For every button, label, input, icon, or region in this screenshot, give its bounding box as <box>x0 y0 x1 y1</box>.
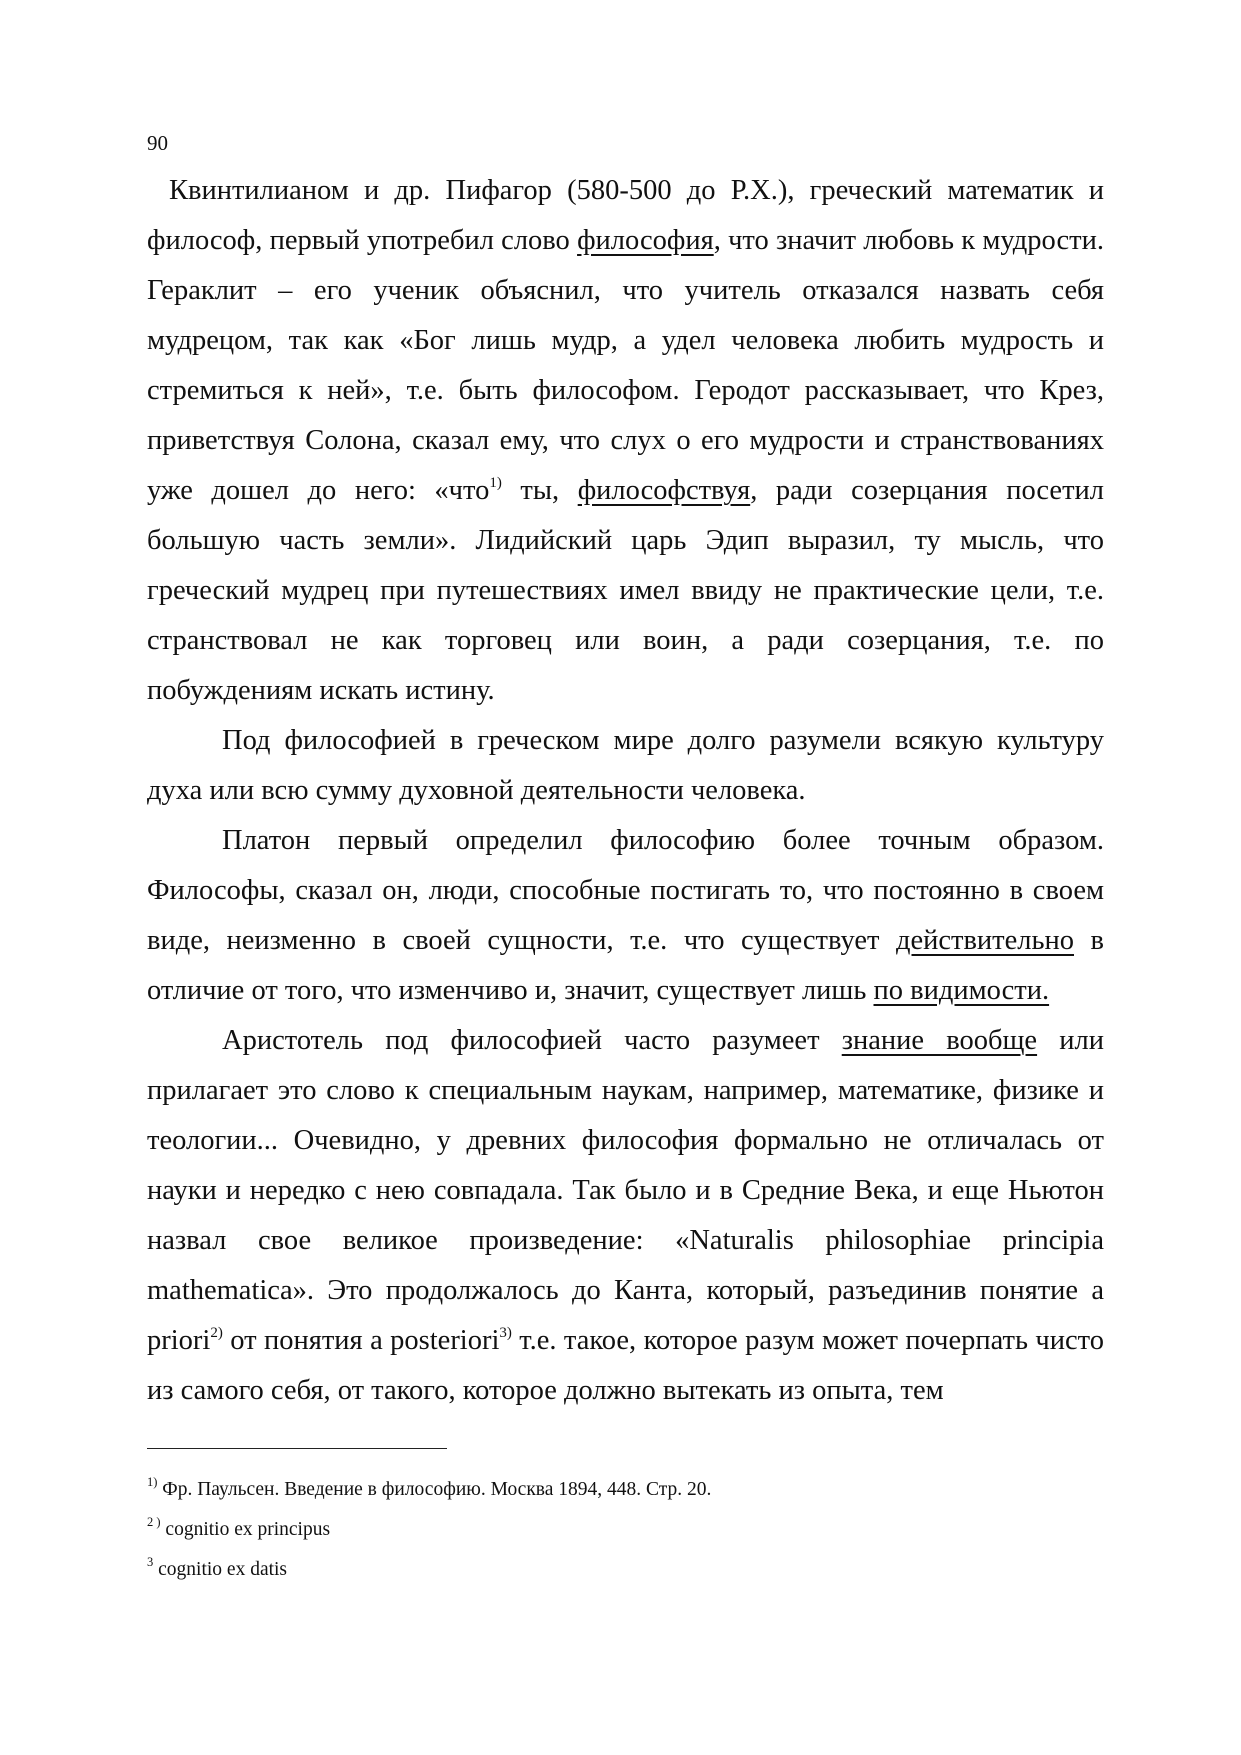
text-run: Квинтилианом и др. Пифагор (580-500 до Р.Х.), греческий математик и философ, первый употребил слово <box>147 175 1104 256</box>
footnote <box>147 1510 1047 1550</box>
underlined-term: знание вообще <box>841 1025 1038 1056</box>
footnote <box>147 1470 1047 1510</box>
footnote-text: cognitio ex principus <box>160 1519 331 1540</box>
text-run: , ради созерцания посетил большую часть земли». Лидийский царь Эдип выразил, ту мысль, что греческий мудрец при путешествиях имел ввиду не практические цели, т.е. странствовал не как торговец или воин, а ради созерцания, т.е. по побуждениям искать истину. <box>147 475 1105 706</box>
footnote <box>147 1550 1047 1590</box>
text-run: ты, <box>501 475 578 506</box>
paragraph <box>147 716 1104 816</box>
text-run: , что значит любовь к мудрости. Гераклит – его ученик объяснил, что учитель отказался назвать себя мудрецом, так как «Бог лишь мудр, а удел человека любить мудрость и стремиться к ней», т.е. быть философом. Геродот рассказывает, что Крез, приветствуя Солона, сказал ему, что слух о его мудрости и странствованиях уже дошел до него: «что <box>147 225 1105 506</box>
footnote-text: cognitio ex datis <box>153 1559 288 1580</box>
underlined-term: действительно <box>895 925 1074 956</box>
text-run: Под философией в греческом мире долго разумели всякую культуру духа или всю сумму духовной деятельности человека. <box>147 725 1104 806</box>
paragraph <box>147 816 1104 1016</box>
text-run: т.е. такое, которое разум может почерпать чисто из самого себя, от такого, которое должно вытекать из опыта, тем <box>147 1325 1104 1406</box>
footnote-text: Фр. Паульсен. Введение в философию. Москва 1894, 448. Стр. 20. <box>157 1479 712 1500</box>
paragraph <box>147 166 1104 716</box>
underlined-term: по видимости. <box>873 975 1050 1006</box>
text-run: Платон первый определил философию более точным образом. Философы, сказал он, люди, способные постигать то, что постоянно в своем виде, неизменно в своей сущности, т.е. что существует <box>147 825 1104 956</box>
text-run: Аристотель под философией часто разумеет <box>222 1025 842 1056</box>
underlined-term: философия <box>577 225 714 256</box>
main-text <box>147 166 1104 1416</box>
text-run: от понятия a posteriori <box>222 1325 500 1356</box>
footnote-divider <box>147 1448 447 1449</box>
footnote-marker: 3 <box>147 1555 154 1569</box>
footnote-reference: 2) <box>210 1325 223 1341</box>
footnote-reference: 1) <box>489 475 502 491</box>
page-number: 90 <box>147 131 168 155</box>
text-run: в отличие от того, что изменчиво и, значит, существует лишь <box>147 925 1104 1006</box>
footnote-marker: 2 ) <box>147 1515 161 1529</box>
footnote-marker: 1) <box>147 1475 158 1489</box>
footnote-reference: 3) <box>499 1325 512 1341</box>
text-run: или прилагает это слово к специальным наукам, например, математике, физике и теологии... Очевидно, у древних философия формально не отличалась от науки и нередко с нею совпадала. Так было и в Средние Века, и еще Ньютон назвал свое великое произведение: «Naturalis philosophiae principia mathematica». Это продолжалось до Канта, который, разъединив понятие a priori <box>147 1025 1104 1356</box>
footnotes <box>147 1470 1047 1590</box>
paragraph <box>147 1016 1104 1416</box>
underlined-term: философствуя <box>577 475 751 506</box>
